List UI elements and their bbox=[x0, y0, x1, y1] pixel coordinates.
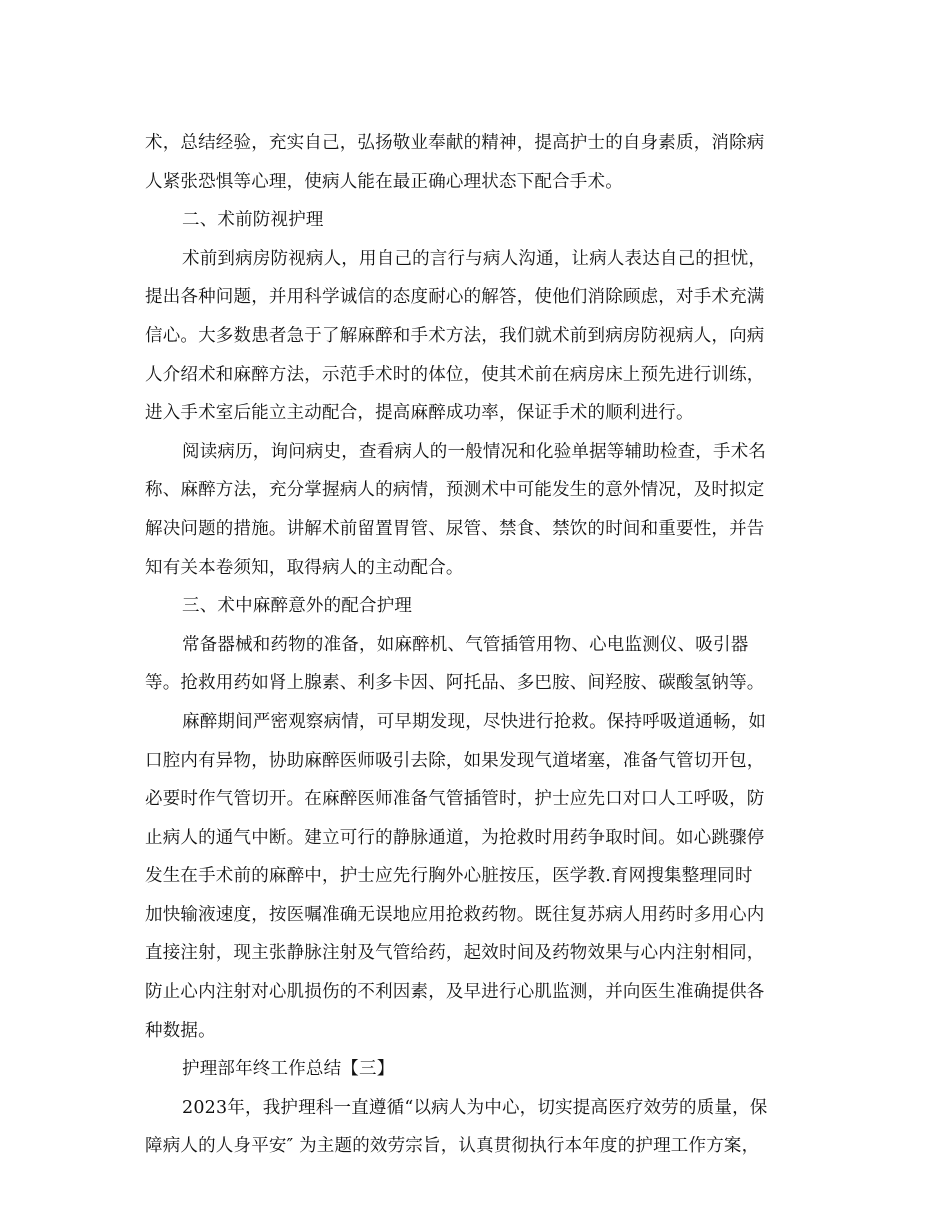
text-line: 阅读病历，询问病史，查看病人的一般情况和化验单据等辅助检查，手术名 bbox=[182, 441, 767, 462]
text-line: 2023年，我护理科一直遵循“以病人为中心，切实提高医疗效劳的质量，保 bbox=[182, 1097, 768, 1118]
text-line: 口腔内有异物，协助麻醉医师吸引去除，如果发现气道堵塞，准备气管切开包， bbox=[145, 750, 765, 771]
text-line: 障病人的人身平安″ 为主题的效劳宗旨，认真贯彻执行本年度的护理工作方案， bbox=[145, 1136, 760, 1157]
text-line: 常备器械和药物的准备，如麻醉机、气管插管用物、心电监测仪、吸引器 bbox=[182, 634, 749, 655]
text-line: 术，总结经验，充实自己，弘扬敬业奉献的精神，提高护士的自身素质，消除病 bbox=[145, 133, 765, 153]
text-line: 知有关本卷须知，取得病人的主动配合。 bbox=[145, 557, 464, 578]
text-line: 术前到病房防视病人，用自己的言行与病人沟通，让病人表达自己的担忧， bbox=[182, 248, 767, 269]
text-line: 提出各种问题，并用科学诚信的态度耐心的解答，使他们消除顾虑，对手术充满 bbox=[145, 287, 765, 308]
text-line: 发生在手术前的麻醉中，护士应先行胸外心脏按压，医学教.育网搜集整理同时 bbox=[145, 866, 753, 887]
section-heading: 二、术前防视护理 bbox=[182, 210, 324, 231]
text-line: 等。抢救用药如肾上腺素、利多卡因、阿托品、多巴胺、间羟胺、碳酸氢钠等。 bbox=[145, 673, 765, 694]
document-body bbox=[145, 124, 805, 1166]
text-line: 称、麻醉方法，充分掌握病人的病情，预测术中可能发生的意外情况，及时拟定 bbox=[145, 480, 765, 501]
text-line: 解决问题的措施。讲解术前留置胃管、尿管、禁食、禁饮的时间和重要性，并告 bbox=[145, 518, 765, 539]
text-line: 信心。大多数患者急于了解麻醉和手术方法，我们就术前到病房防视病人，向病 bbox=[145, 325, 765, 346]
section-heading: 三、术中麻醉意外的配合护理 bbox=[182, 596, 413, 617]
text-line: 必要时作气管切开。在麻醉医师准备气管插管时，护士应先口对口人工呼吸，防 bbox=[145, 789, 765, 810]
document-title: 护理部年终工作总结【三】 bbox=[182, 1059, 395, 1080]
text-line: 种数据。 bbox=[145, 1020, 216, 1041]
text-line: 加快输液速度，按医嘱准确无误地应用抢救药物。既往复苏病人用药时多用心内 bbox=[145, 904, 765, 925]
text-line: 人介绍术和麻醉方法，示范手术时的体位，使其术前在病房床上预先进行训练， bbox=[145, 364, 765, 385]
text-line: 人紧张恐惧等心理，使病人能在最正确心理状态下配合手术。 bbox=[145, 171, 623, 192]
text-line: 进入手术室后能立主动配合，提高麻醉成功率，保证手术的顺利进行。 bbox=[145, 403, 694, 424]
text-line: 麻醉期间严密观察病情，可早期发现，尽快进行抢救。保持呼吸道通畅，如 bbox=[182, 711, 767, 732]
text-line: 直接注射，现主张静脉注射及气管给药，起效时间及药物效果与心内注射相同， bbox=[145, 943, 765, 964]
text-line: 防止心内注射对心肌损伤的不利因素，及早进行心肌监测，并向医生准确提供各 bbox=[145, 982, 765, 1003]
text-line: 止病人的通气中断。建立可行的静脉通道，为抢救时用药争取时间。如心跳骤停 bbox=[145, 827, 765, 848]
